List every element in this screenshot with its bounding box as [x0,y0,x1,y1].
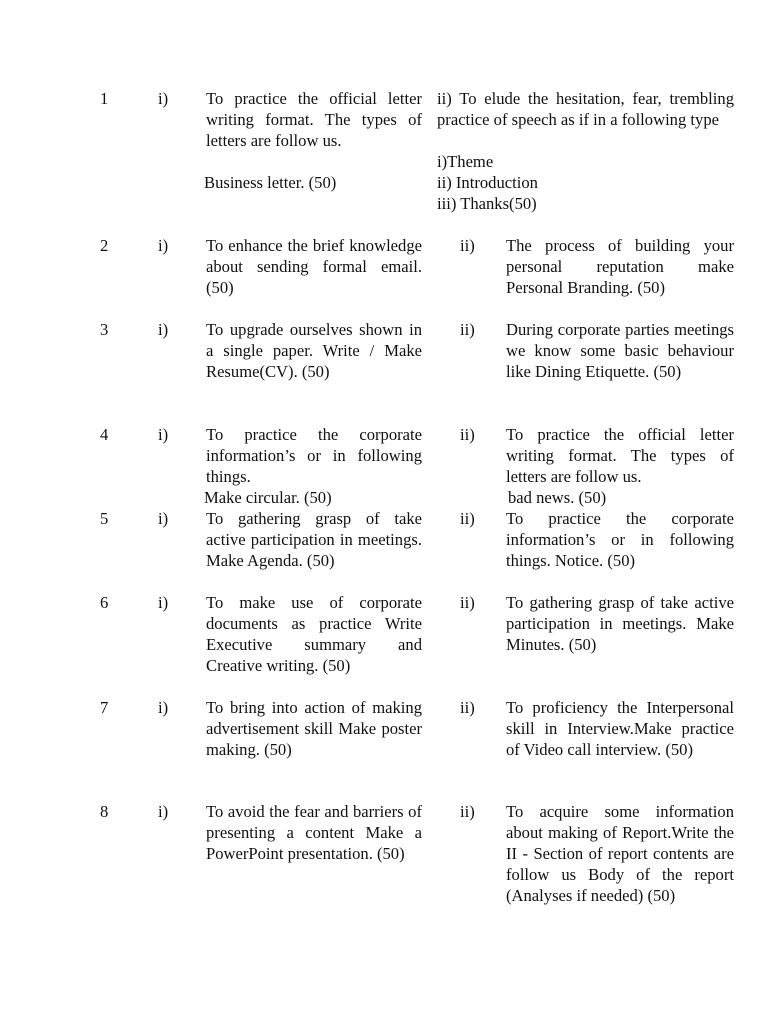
left-item-text: To upgrade ourselves shown in a single paper. Write / Make Resume(CV). (50) [206,320,422,381]
row-number: 6 [100,593,109,612]
row-number: 7 [100,698,109,717]
right-item-text: ii) To elude the hesitation, fear, trembling practice of speech as if in a following type [437,89,734,129]
right-item-extra: bad news. (50) [508,488,607,507]
item-marker: ii) [460,509,475,528]
item-marker: i) [158,698,169,717]
item-marker: i) [158,320,169,339]
right-item-text: To practice the official letter writing format. The types of letters are follow us. [506,425,734,486]
item-marker: ii) [460,593,475,612]
right-item-subline: ii) Introduction [437,173,538,192]
row-number: 4 [100,425,109,444]
right-item-text: The process of building your personal reputation make Personal Branding. (50) [506,236,734,297]
left-item-text: To make use of corporate documents as practice Write Executive summary and Creative writing. (50) [206,593,422,675]
item-marker: i) [158,425,169,444]
item-marker: i) [158,89,169,108]
left-item-text: To bring into action of making advertisement skill Make poster making. (50) [206,698,422,759]
item-marker: i) [158,509,169,528]
left-item-extra: Make circular. (50) [204,488,332,507]
row-number: 3 [100,320,109,339]
left-item-text: To gathering grasp of take active participation in meetings. Make Agenda. (50) [206,509,422,570]
item-marker: ii) [460,425,475,444]
right-item-text: To acquire some information about making of Report.Write the II - Section of report contents are follow us Body of the report (Analyses if needed) (50) [506,802,734,905]
right-item-text: To practice the corporate information’s or in following things. Notice. (50) [506,509,734,570]
item-marker: i) [158,802,169,821]
right-item-subline: iii) Thanks(50) [437,194,537,213]
left-item-text: To avoid the fear and barriers of presenting a content Make a PowerPoint presentation. (50) [206,802,422,863]
right-item-text: To gathering grasp of take active participation in meetings. Make Minutes. (50) [506,593,734,654]
item-marker: i) [158,236,169,255]
left-item-text: To enhance the brief knowledge about sending formal email. (50) [206,236,422,297]
item-marker: ii) [460,236,475,255]
row-number: 5 [100,509,109,528]
left-item-extra: Business letter. (50) [204,173,337,192]
row-number: 8 [100,802,109,821]
row-number: 2 [100,236,109,255]
left-item-text: To practice the official letter writing format. The types of letters are follow us. [206,89,422,150]
item-marker: i) [158,593,169,612]
row-number: 1 [100,89,109,108]
item-marker: ii) [460,698,475,717]
right-item-text: To proficiency the Interpersonal skill in Interview.Make practice of Video call interview. (50) [506,698,734,759]
item-marker: ii) [460,802,475,821]
right-item-subline: i)Theme [437,152,494,171]
left-item-text: To practice the corporate information’s or in following things. [206,425,422,486]
item-marker: ii) [460,320,475,339]
right-item-text: During corporate parties meetings we know some basic behaviour like Dining Etiquette. (50) [506,320,734,381]
